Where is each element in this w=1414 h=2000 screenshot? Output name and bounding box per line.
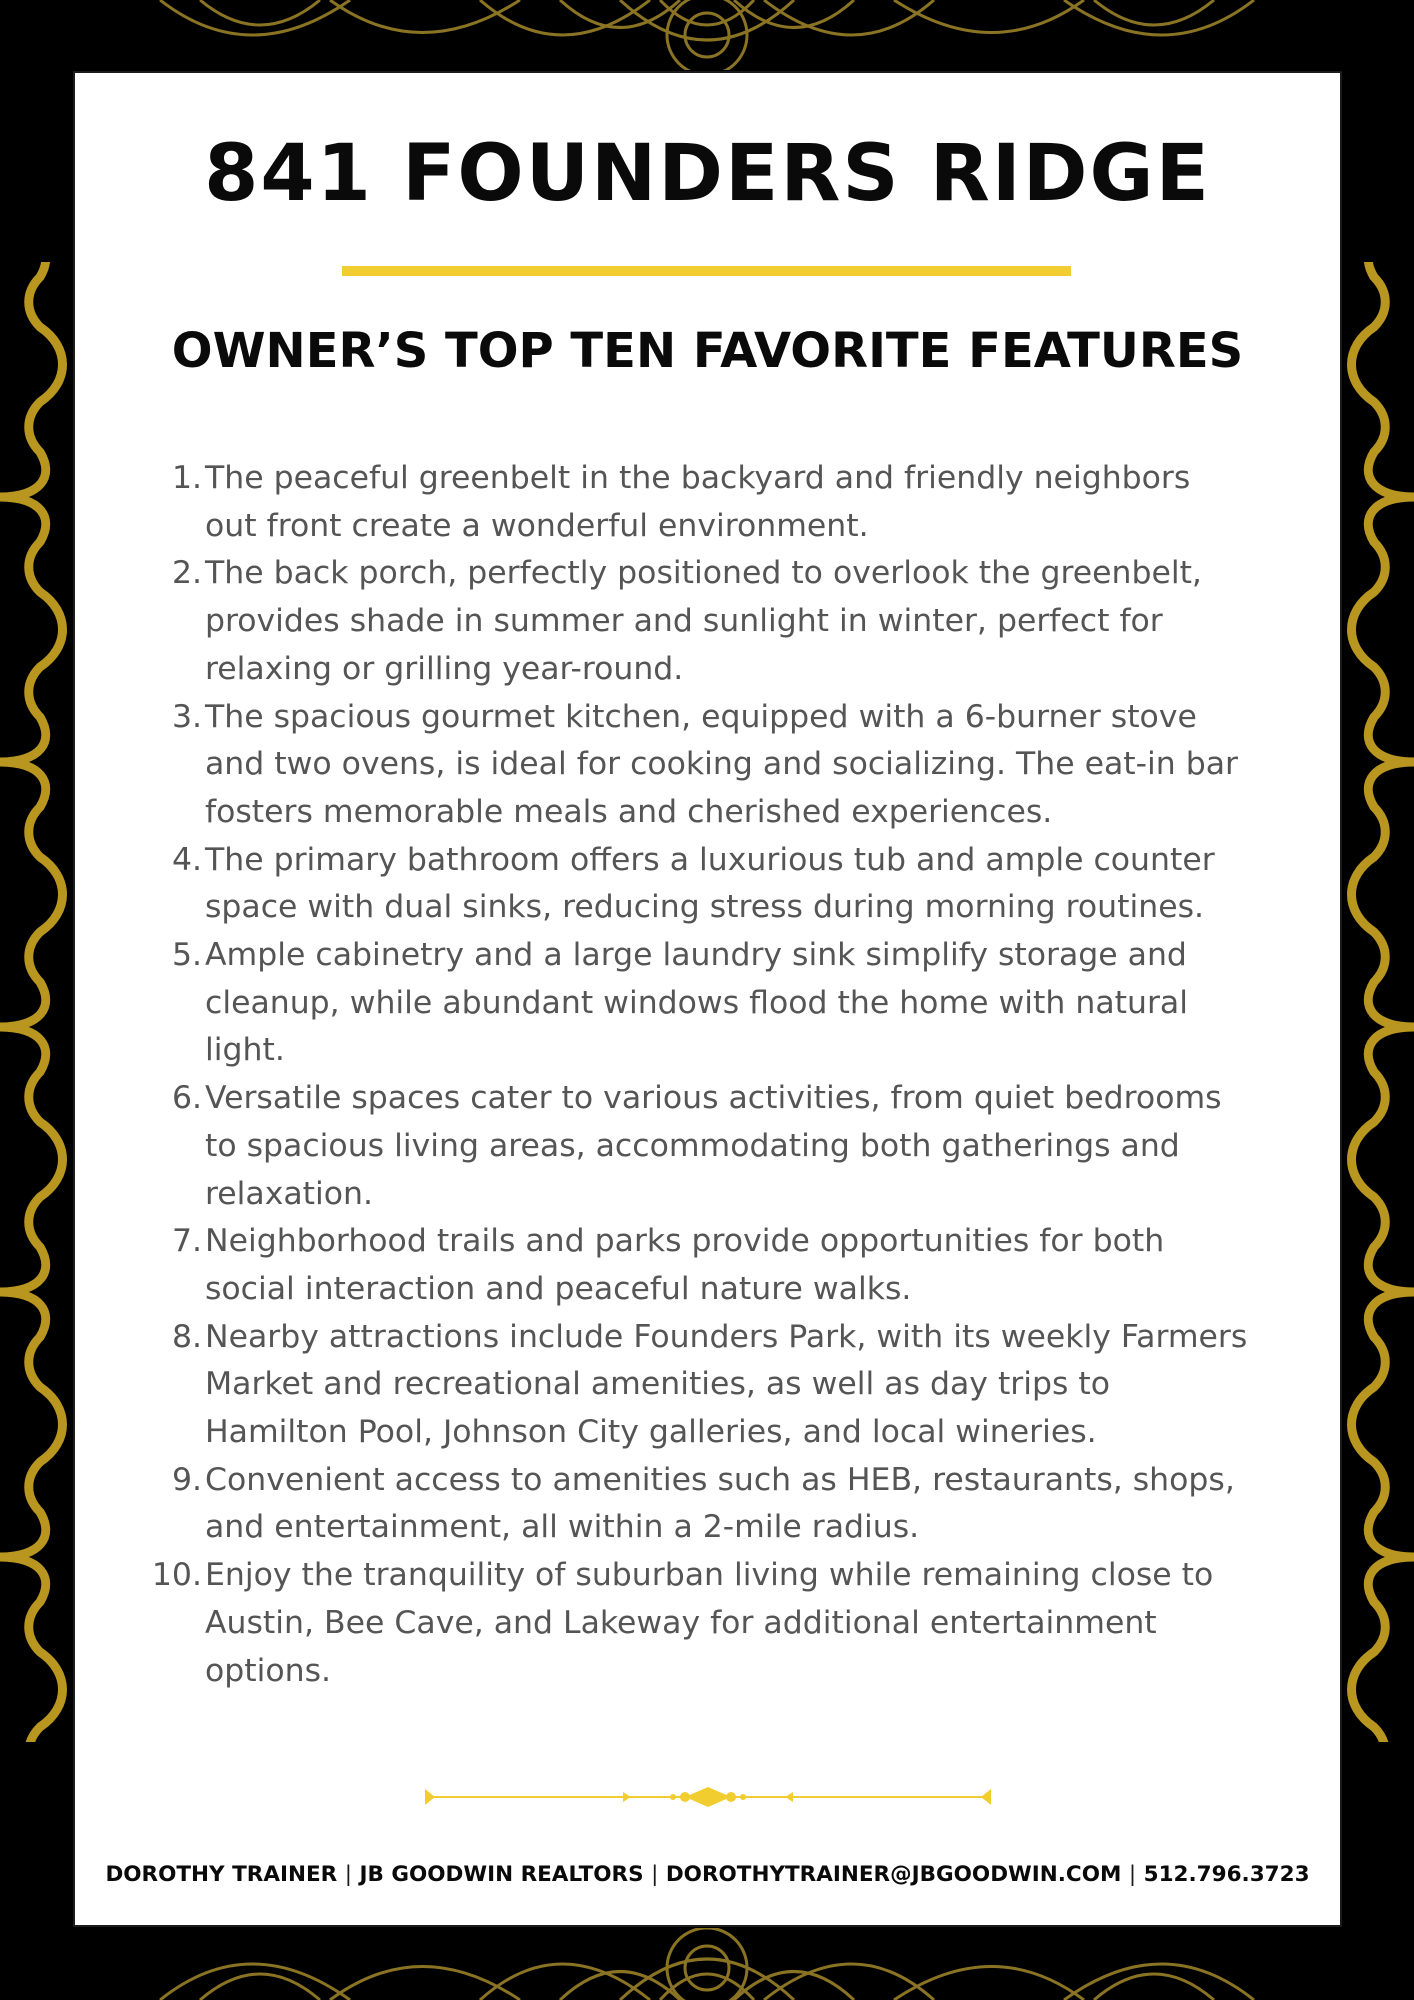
agent-email-link[interactable]: DOROTHYTRAINER@JBGOODWIN.COM <box>665 1862 1122 1887</box>
ornamental-divider-icon <box>423 1785 993 1809</box>
feature-number: 2. <box>171 555 202 592</box>
feature-item <box>155 932 1265 1075</box>
feature-text-line: Neighborhood trails and parks provide opportunities for both <box>205 1223 1165 1260</box>
agent-phone-link[interactable]: 512.796.3723 <box>1143 1862 1310 1887</box>
feature-text-line: The primary bathroom offers a luxurious tub and ample counter <box>205 841 1215 878</box>
agent-name: DOROTHY TRAINER <box>105 1862 338 1887</box>
agent-contact-footer <box>75 1862 1340 1887</box>
feature-item <box>155 694 1265 837</box>
feature-text-line: fosters memorable meals and cherished experiences. <box>205 793 1053 830</box>
scallop-segment <box>1352 1292 1414 1557</box>
feature-text-line: options. <box>205 1652 332 1689</box>
feature-number: 5. <box>171 937 202 974</box>
right-scallop-border <box>1344 262 1414 1742</box>
footer-separator: | <box>344 1862 352 1887</box>
feature-number: 9. <box>171 1461 202 1498</box>
footer-separator: | <box>1128 1862 1137 1887</box>
feature-number: 8. <box>171 1318 202 1355</box>
feature-text-line: relaxation. <box>205 1175 373 1212</box>
feature-text-line: Nearby attractions include Founders Park, with its weekly Farmers <box>205 1318 1248 1355</box>
features-heading: OWNER’S TOP TEN FAVORITE FEATURES <box>171 323 1244 379</box>
feature-text-line: cleanup, while abundant windows flood the home with natural <box>205 984 1188 1021</box>
scallop-segment <box>0 1292 63 1557</box>
feature-item <box>155 455 1265 550</box>
feature-text-line: Austin, Bee Cave, and Lakeway for additional entertainment <box>205 1604 1157 1641</box>
feature-text-line: The back porch, perfectly positioned to overlook the greenbelt, <box>205 555 1202 592</box>
scallop-segment <box>0 262 63 497</box>
brokerage-name: JB GOODWIN REALTORS <box>359 1862 644 1887</box>
feature-item <box>155 550 1265 693</box>
feature-number: 1. <box>171 460 202 496</box>
bottom-mandala-ornament <box>0 1928 1414 2000</box>
scallop-segment <box>0 1557 63 1742</box>
feature-text-line: to spacious living areas, accommodating both gatherings and <box>205 1127 1180 1164</box>
feature-number: 4. <box>171 841 202 878</box>
feature-text-line: Enjoy the tranquility of suburban living while remaining close to <box>205 1557 1214 1594</box>
scallop-segment <box>1352 1557 1414 1742</box>
title-underline-rule <box>342 266 1071 276</box>
scallop-segment <box>1352 1027 1414 1292</box>
feature-item <box>155 1314 1265 1457</box>
feature-text-line: The peaceful greenbelt in the backyard and friendly neighbors <box>205 460 1191 496</box>
flyer-card <box>75 73 1340 1925</box>
scallop-segment <box>0 1027 63 1292</box>
feature-text-line: Hamilton Pool, Johnson City galleries, and local wineries. <box>205 1414 1097 1451</box>
feature-text-line: and two ovens, is ideal for cooking and socializing. The eat-in bar <box>205 746 1238 783</box>
feature-text-line: Market and recreational amenities, as well as day trips to <box>205 1366 1111 1403</box>
feature-item <box>155 1218 1265 1313</box>
property-title: 841 FOUNDERS RIDGE <box>204 129 1211 219</box>
feature-item <box>151 1552 1265 1695</box>
scallop-segment <box>1352 497 1414 762</box>
feature-item <box>155 837 1265 932</box>
feature-number: 3. <box>171 698 202 735</box>
feature-text-line: Versatile spaces cater to various activities, from quiet bedrooms <box>205 1080 1222 1117</box>
feature-number: 7. <box>171 1223 202 1260</box>
feature-text-line: and entertainment, all within a 2-mile radius. <box>205 1509 920 1546</box>
feature-number: 6. <box>171 1080 202 1117</box>
scallop-segment <box>1352 262 1414 497</box>
feature-text-line: Ample cabinetry and a large laundry sink simplify storage and <box>205 937 1187 974</box>
feature-item <box>155 1075 1265 1218</box>
feature-text-line: out front create a wonderful environment. <box>205 507 869 544</box>
scallop-segment <box>1352 762 1414 1027</box>
feature-text-line: social interaction and peaceful nature walks. <box>205 1270 912 1307</box>
left-scallop-border <box>0 262 70 1742</box>
footer-separator: | <box>651 1862 659 1887</box>
feature-text-line: light. <box>205 1032 285 1069</box>
feature-number: 10. <box>151 1557 202 1594</box>
feature-text-line: provides shade in summer and sunlight in winter, perfect for <box>205 603 1163 640</box>
feature-item <box>155 1457 1265 1552</box>
feature-text-line: relaxing or grilling year-round. <box>205 650 684 687</box>
top-mandala-ornament <box>0 0 1414 70</box>
feature-text-line: The spacious gourmet kitchen, equipped with a 6-burner stove <box>205 698 1197 735</box>
feature-text-line: space with dual sinks, reducing stress during morning routines. <box>205 889 1205 926</box>
scallop-segment <box>0 497 63 762</box>
scallop-segment <box>0 762 63 1027</box>
feature-text-line: Convenient access to amenities such as HEB, restaurants, shops, <box>205 1461 1235 1498</box>
feature-list <box>151 455 1265 1695</box>
